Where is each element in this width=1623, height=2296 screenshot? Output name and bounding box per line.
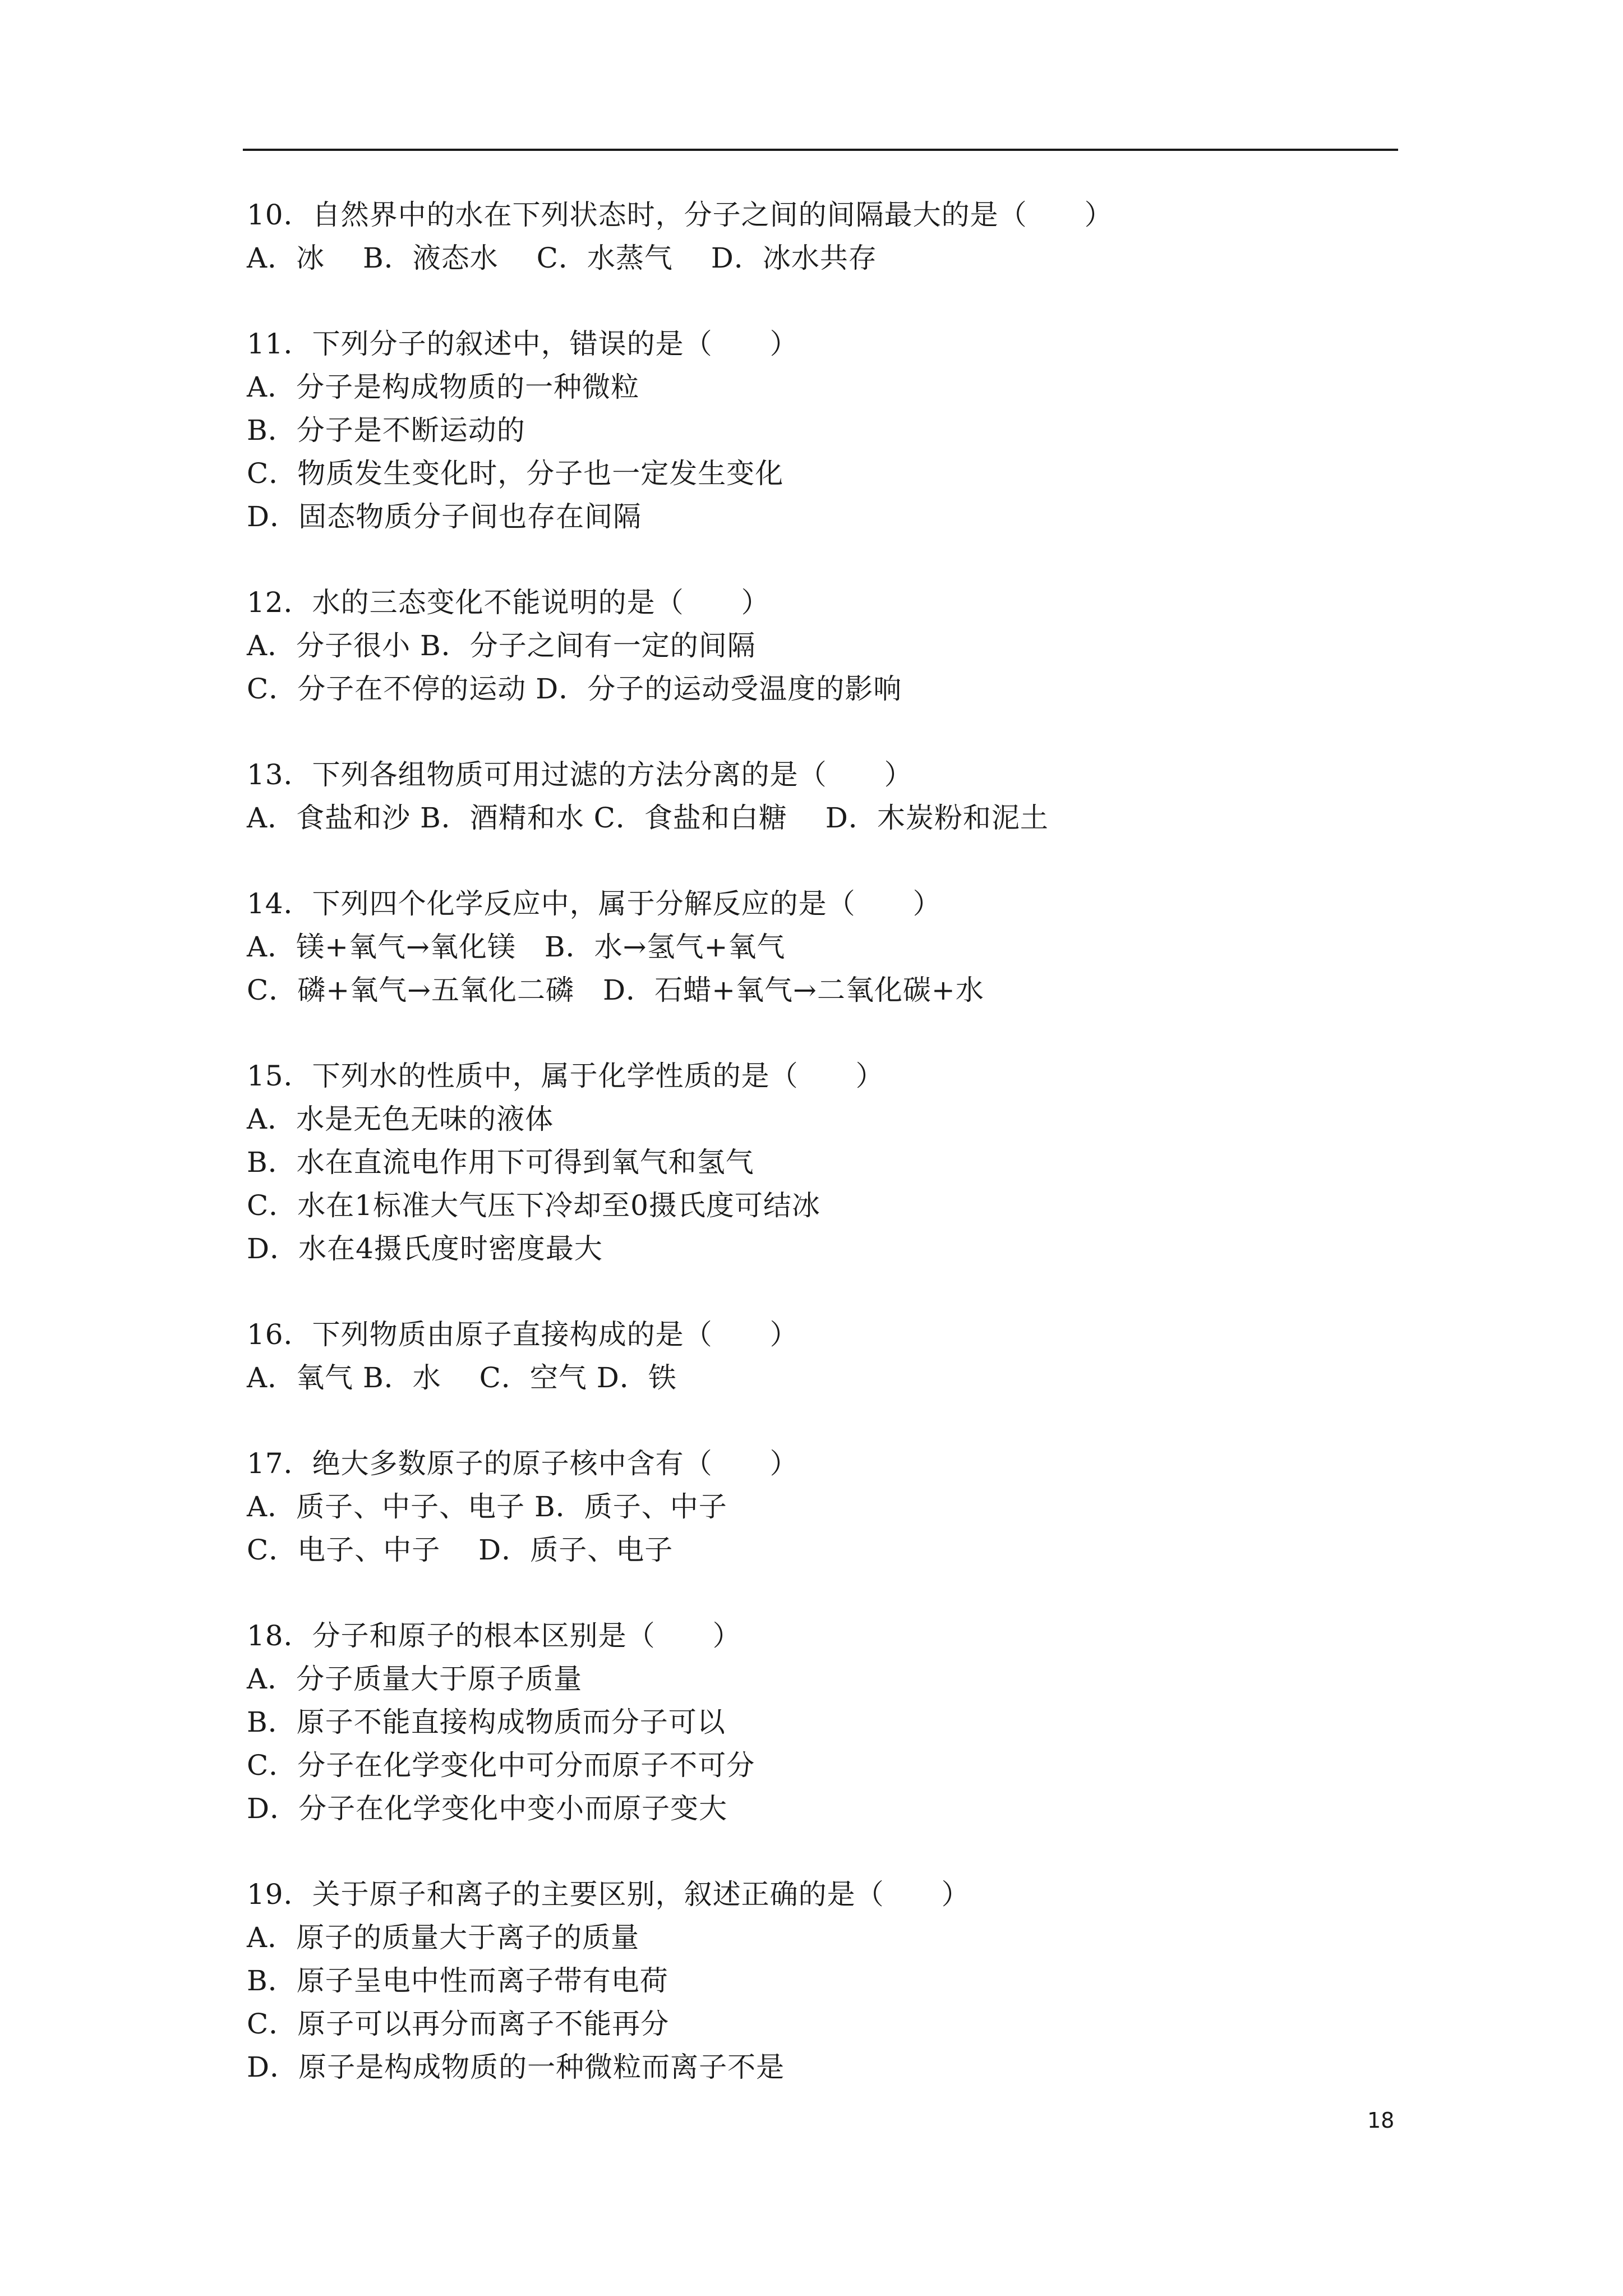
option-line: D．原子是构成物质的一种微粒而离子不是 bbox=[247, 2051, 785, 2083]
page-number: 18 bbox=[1367, 2108, 1395, 2133]
option-line: A．食盐和沙 B．酒精和水 C．食盐和白糖 D．木炭粉和泥土 bbox=[247, 802, 1049, 834]
question-stem: 16．下列物质由原子直接构成的是（ ） bbox=[247, 1318, 799, 1351]
question-14 bbox=[247, 882, 1391, 1012]
option-line: D．分子在化学变化中变小而原子变大 bbox=[247, 1792, 728, 1825]
question-stem: 18．分子和原子的根本区别是（ ） bbox=[247, 1619, 741, 1652]
question-15 bbox=[247, 1055, 1391, 1271]
option-line: A．分子很小 B．分子之间有一定的间隔 bbox=[247, 629, 756, 662]
option-line: A．镁+氧气→氧化镁 B．水→氢气+氧气 bbox=[247, 931, 786, 963]
option-line: D．固态物质分子间也存在间隔 bbox=[247, 500, 642, 533]
question-stem: 19．关于原子和离子的主要区别，叙述正确的是（ ） bbox=[247, 1878, 970, 1911]
option-line: D．水在4摄氏度时密度最大 bbox=[247, 1232, 603, 1265]
option-line: B．原子呈电中性而离子带有电荷 bbox=[247, 1964, 668, 1997]
question-19 bbox=[247, 1873, 1391, 2089]
question-16 bbox=[247, 1313, 1391, 1400]
question-stem: 10．自然界中的水在下列状态时，分子之间的间隔最大的是（ ） bbox=[247, 199, 1113, 231]
option-line: A．冰 B．液态水 C．水蒸气 D．冰水共存 bbox=[247, 242, 877, 274]
question-18 bbox=[247, 1614, 1391, 1830]
question-17 bbox=[247, 1442, 1391, 1572]
option-line: C．水在1标准大气压下冷却至0摄氏度可结冰 bbox=[247, 1189, 820, 1222]
option-line: C．原子可以再分而离子不能再分 bbox=[247, 2008, 670, 2040]
option-line: A．原子的质量大于离子的质量 bbox=[247, 1921, 640, 1954]
option-line: A．分子是构成物质的一种微粒 bbox=[247, 371, 640, 403]
question-stem: 11．下列分子的叙述中，错误的是（ ） bbox=[247, 328, 799, 360]
question-12 bbox=[247, 581, 1391, 711]
option-line: C．物质发生变化时，分子也一定发生变化 bbox=[247, 457, 784, 490]
question-stem: 14．下列四个化学反应中，属于分解反应的是（ ） bbox=[247, 887, 942, 920]
question-list bbox=[247, 194, 1391, 2132]
option-line: C．磷+氧气→五氧化二磷 D．石蜡+氧气→二氧化碳+水 bbox=[247, 974, 984, 1006]
question-13 bbox=[247, 753, 1391, 840]
question-stem: 15．下列水的性质中，属于化学性质的是（ ） bbox=[247, 1060, 884, 1092]
header-rule bbox=[243, 149, 1398, 151]
option-line: C．电子、中子 D．质子、电子 bbox=[247, 1534, 674, 1566]
option-line: A．氧气 B．水 C．空气 D．铁 bbox=[247, 1361, 677, 1394]
question-11 bbox=[247, 323, 1391, 539]
option-line: B．水在直流电作用下可得到氧气和氢气 bbox=[247, 1146, 754, 1179]
option-line: B．分子是不断运动的 bbox=[247, 414, 525, 447]
option-line: C．分子在不停的运动 D．分子的运动受温度的影响 bbox=[247, 673, 902, 705]
question-stem: 13．下列各组物质可用过滤的方法分离的是（ ） bbox=[247, 758, 913, 791]
question-stem: 17．绝大多数原子的原子核中含有（ ） bbox=[247, 1447, 799, 1480]
question-10 bbox=[247, 194, 1391, 280]
option-line: A．水是无色无味的液体 bbox=[247, 1103, 554, 1135]
option-line: B．原子不能直接构成物质而分子可以 bbox=[247, 1706, 726, 1738]
option-line: A．分子质量大于原子质量 bbox=[247, 1663, 583, 1695]
option-line: A．质子、中子、电子 B．质子、中子 bbox=[247, 1490, 727, 1523]
question-stem: 12．水的三态变化不能说明的是（ ） bbox=[247, 586, 770, 619]
option-line: C．分子在化学变化中可分而原子不可分 bbox=[247, 1749, 755, 1782]
